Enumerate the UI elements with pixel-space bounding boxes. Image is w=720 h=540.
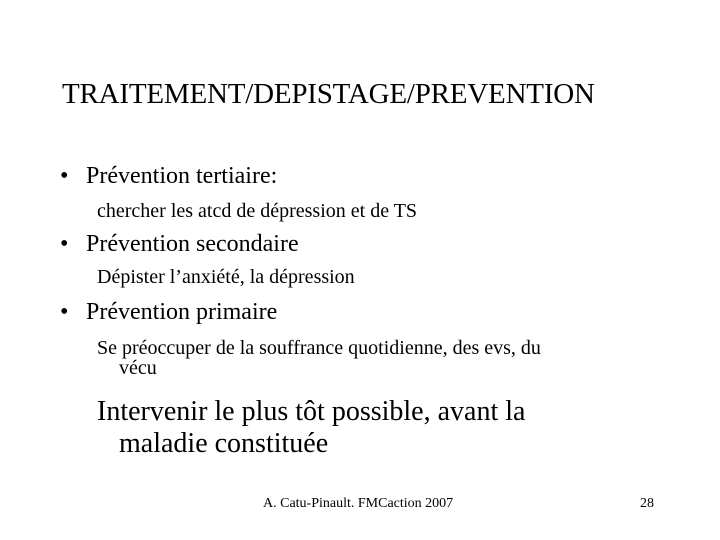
emphasis-line: Intervenir le plus tôt possible, avant la (97, 396, 526, 427)
page-number: 28 (640, 496, 654, 511)
bullet-icon: • (60, 163, 69, 189)
detail-line: chercher les atcd de dépression et de TS (97, 200, 418, 222)
detail-line: Dépister l’anxiété, la dépression (97, 266, 355, 288)
bullet-prevention-primaire (60, 298, 277, 326)
bullet-detail (97, 201, 417, 221)
bullet-icon: • (60, 299, 69, 325)
bullet-heading: Prévention secondaire (86, 231, 299, 257)
bullet-detail (97, 267, 355, 287)
emphasis-line: maladie constituée (119, 428, 329, 459)
bullet-heading: Prévention tertiaire: (86, 163, 278, 189)
slide-title: TRAITEMENT/DEPISTAGE/PREVENTION (62, 78, 595, 110)
detail-line: Se préoccuper de la souffrance quotidienne, des evs, du (97, 337, 541, 359)
bullet-icon: • (60, 231, 69, 257)
bullet-prevention-secondaire (60, 230, 299, 258)
footer-author: A. Catu-Pinault. FMCaction 2007 (263, 496, 454, 511)
bullet-heading: Prévention primaire (86, 299, 278, 325)
detail-line: vécu (119, 357, 157, 379)
bullet-prevention-tertiaire (60, 162, 277, 190)
emphasis-paragraph (97, 396, 525, 460)
bullet-detail (97, 338, 541, 378)
